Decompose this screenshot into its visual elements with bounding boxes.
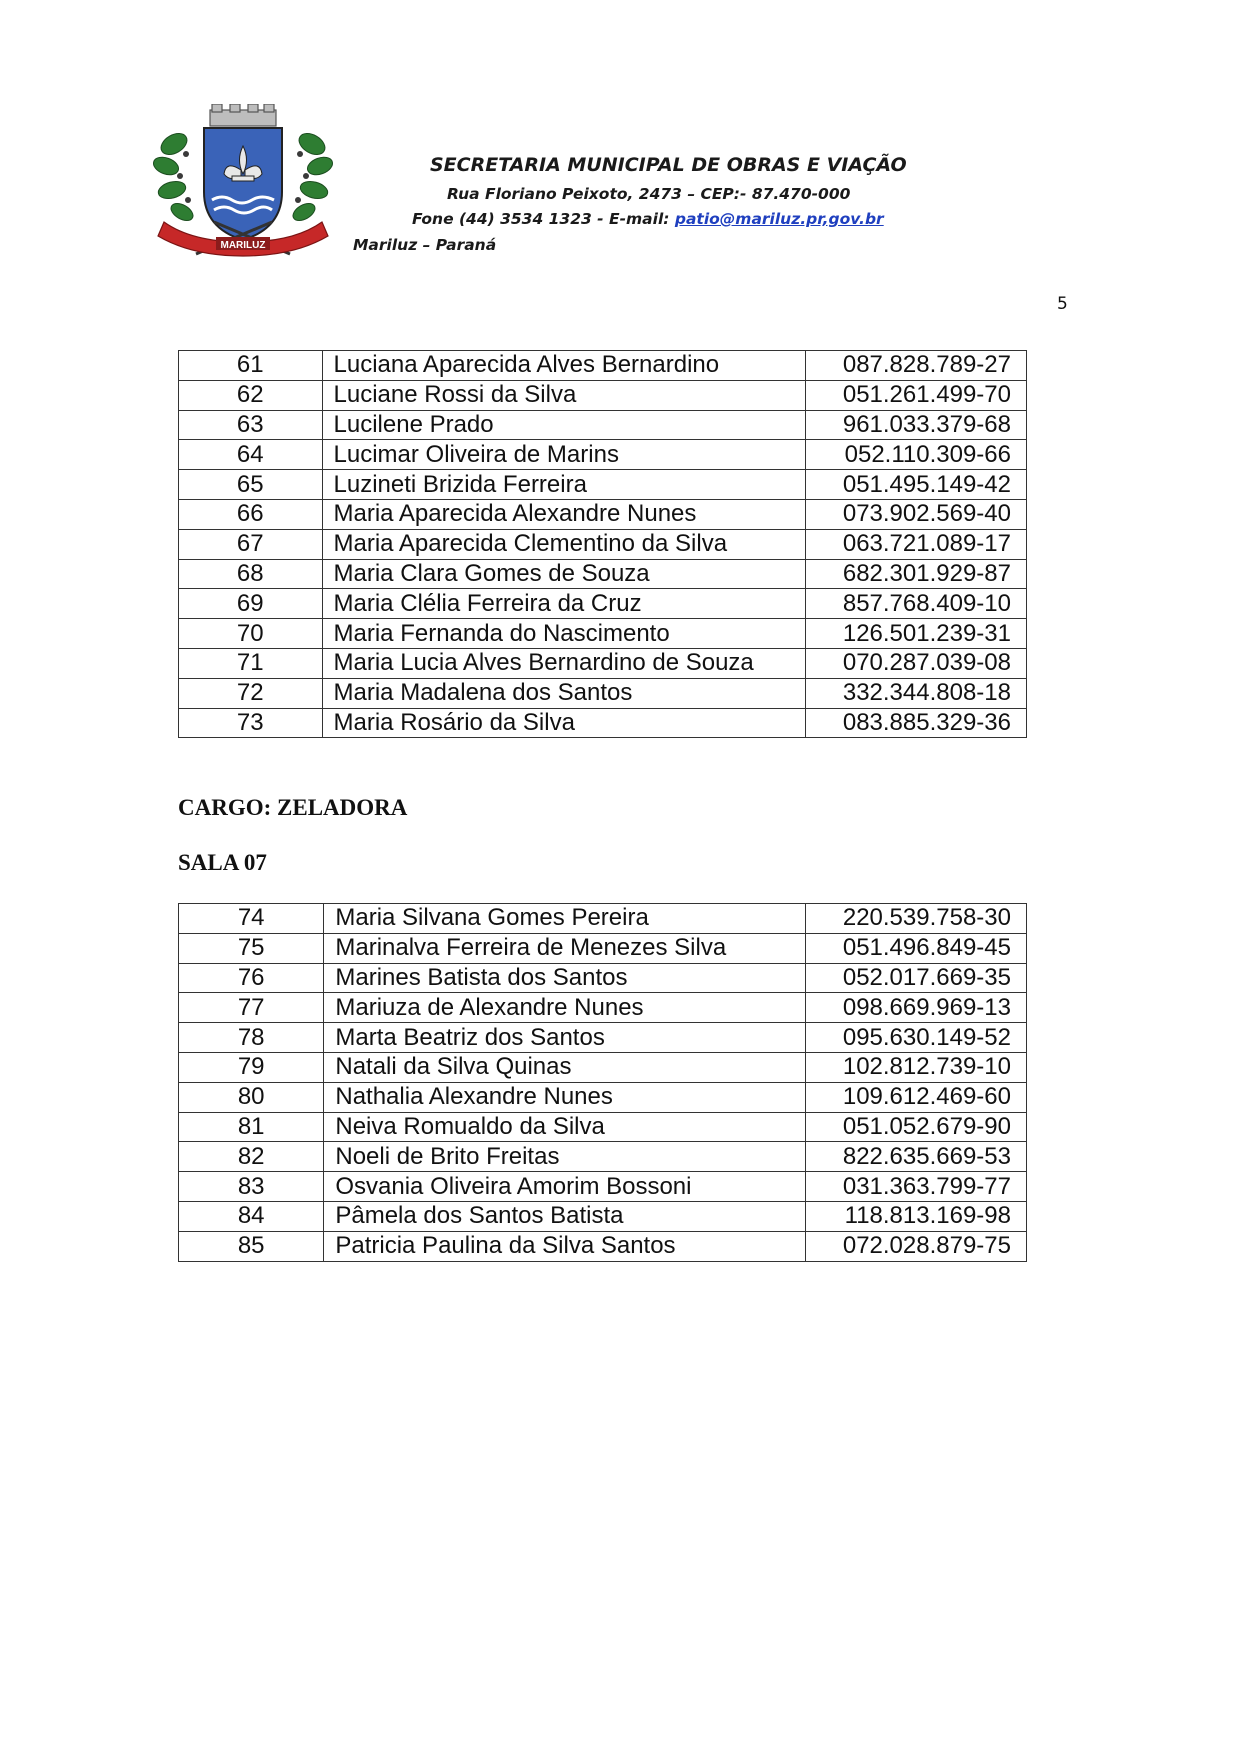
candidate-name: Mariuza de Alexandre Nunes [324,993,805,1023]
email-link[interactable]: patio@mariluz.pr,gov.br [674,210,884,228]
candidate-cpf: 118.813.169-98 [805,1201,1026,1231]
table-row [179,1201,1027,1231]
table-row [179,708,1027,738]
row-number: 62 [179,380,323,410]
table-row [179,440,1027,470]
row-number: 77 [179,993,324,1023]
row-number: 65 [179,470,323,500]
crest-crown [210,104,276,126]
municipal-crest-logo [152,104,334,264]
row-number: 78 [179,1023,324,1053]
candidate-cpf: 051.495.149-42 [806,470,1027,500]
candidate-cpf: 051.261.499-70 [806,380,1027,410]
table-row [179,1142,1027,1172]
table-row [179,380,1027,410]
row-number: 74 [179,904,324,934]
candidate-cpf: 051.496.849-45 [805,933,1026,963]
row-number: 64 [179,440,323,470]
table-row [179,619,1027,649]
candidate-name: Maria Madalena dos Santos [322,678,806,708]
table-row [179,993,1027,1023]
candidate-cpf: 961.033.379-68 [806,410,1027,440]
department-contact [412,210,884,228]
candidate-cpf: 083.885.329-36 [806,708,1027,738]
table-row [179,1082,1027,1112]
candidates-table-2 [178,903,1027,1262]
row-number: 71 [179,648,323,678]
candidate-name: Luzineti Brizida Ferreira [322,470,806,500]
department-title: SECRETARIA MUNICIPAL DE OBRAS E VIAÇÃO [430,154,907,176]
candidate-cpf: 332.344.808-18 [806,678,1027,708]
candidate-name: Luciane Rossi da Silva [322,380,806,410]
row-number: 70 [179,619,323,649]
table-row [179,678,1027,708]
row-number: 84 [179,1201,324,1231]
table-row [179,1231,1027,1261]
candidate-name: Patricia Paulina da Silva Santos [324,1231,805,1261]
candidate-cpf: 095.630.149-52 [805,1023,1026,1053]
table-row [179,351,1027,381]
candidate-name: Natali da Silva Quinas [324,1052,805,1082]
candidate-name: Noeli de Brito Freitas [324,1142,805,1172]
candidate-name: Maria Rosário da Silva [322,708,806,738]
table-row [179,529,1027,559]
department-address: Rua Floriano Peixoto, 2473 – CEP:- 87.470-000 [447,185,851,203]
candidate-name: Lucilene Prado [322,410,806,440]
candidate-cpf: 220.539.758-30 [805,904,1026,934]
candidate-cpf: 031.363.799-77 [805,1172,1026,1202]
row-number: 83 [179,1172,324,1202]
table-row [179,1052,1027,1082]
candidate-cpf: 063.721.089-17 [806,529,1027,559]
table-row [179,933,1027,963]
table-row [179,1112,1027,1142]
row-number: 81 [179,1112,324,1142]
candidate-name: Maria Clara Gomes de Souza [322,559,806,589]
row-number: 73 [179,708,323,738]
row-number: 63 [179,410,323,440]
candidate-name: Nathalia Alexandre Nunes [324,1082,805,1112]
department-city: Mariluz – Paraná [353,236,497,254]
candidate-cpf: 087.828.789-27 [806,351,1027,381]
candidate-cpf: 822.635.669-53 [805,1142,1026,1172]
row-number: 85 [179,1231,324,1261]
candidate-cpf: 102.812.739-10 [805,1052,1026,1082]
row-number: 75 [179,933,324,963]
table-row [179,1172,1027,1202]
row-number: 66 [179,499,323,529]
candidate-cpf: 073.902.569-40 [806,499,1027,529]
row-number: 67 [179,529,323,559]
table-row [179,559,1027,589]
candidate-name: Maria Aparecida Clementino da Silva [322,529,806,559]
candidate-cpf: 052.017.669-35 [805,963,1026,993]
candidate-name: Osvania Oliveira Amorim Bossoni [324,1172,805,1202]
table-row [179,589,1027,619]
table-row [179,1023,1027,1053]
candidate-cpf: 682.301.929-87 [806,559,1027,589]
row-number: 80 [179,1082,324,1112]
candidate-name: Lucimar Oliveira de Marins [322,440,806,470]
cargo-heading: CARGO: ZELADORA [178,795,408,820]
table-row [179,904,1027,934]
row-number: 69 [179,589,323,619]
candidates-table-1 [178,350,1027,738]
phone-text: Fone (44) 3534 1323 - E-mail: [412,210,675,228]
candidate-name: Pâmela dos Santos Batista [324,1201,805,1231]
page-number: 5 [1057,294,1068,314]
row-number: 61 [179,351,323,381]
row-number: 79 [179,1052,324,1082]
row-number: 82 [179,1142,324,1172]
candidate-name: Maria Aparecida Alexandre Nunes [322,499,806,529]
candidate-name: Maria Fernanda do Nascimento [322,619,806,649]
table-row [179,470,1027,500]
candidate-cpf: 857.768.409-10 [806,589,1027,619]
candidate-name: Neiva Romualdo da Silva [324,1112,805,1142]
candidate-cpf: 070.287.039-08 [806,648,1027,678]
candidate-name: Marines Batista dos Santos [324,963,805,993]
candidate-name: Luciana Aparecida Alves Bernardino [322,351,806,381]
candidate-cpf: 098.669.969-13 [805,993,1026,1023]
candidate-cpf: 072.028.879-75 [805,1231,1026,1261]
row-number: 76 [179,963,324,993]
table-row [179,648,1027,678]
candidate-name: Maria Silvana Gomes Pereira [324,904,805,934]
candidate-cpf: 051.052.679-90 [805,1112,1026,1142]
table-row [179,410,1027,440]
candidate-name: Marta Beatriz dos Santos [324,1023,805,1053]
svg-text:MARILUZ: MARILUZ [220,240,266,251]
table-row [179,963,1027,993]
candidate-cpf: 109.612.469-60 [805,1082,1026,1112]
candidate-name: Maria Lucia Alves Bernardino de Souza [322,648,806,678]
row-number: 72 [179,678,323,708]
candidate-name: Maria Clélia Ferreira da Cruz [322,589,806,619]
candidate-cpf: 052.110.309-66 [806,440,1027,470]
row-number: 68 [179,559,323,589]
candidate-name: Marinalva Ferreira de Menezes Silva [324,933,805,963]
table-row [179,499,1027,529]
candidate-cpf: 126.501.239-31 [806,619,1027,649]
sala-heading: SALA 07 [178,850,267,875]
